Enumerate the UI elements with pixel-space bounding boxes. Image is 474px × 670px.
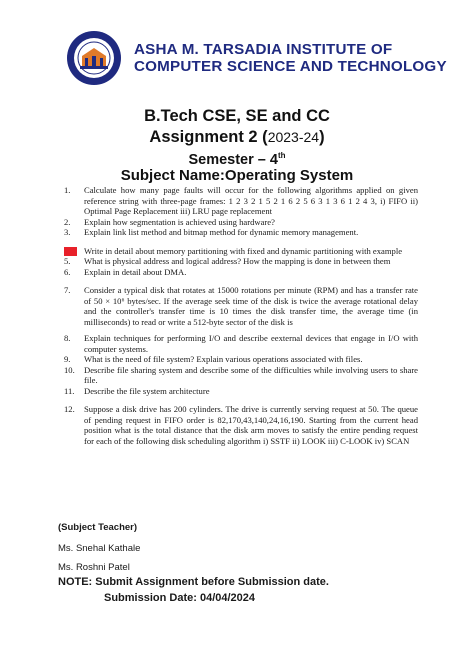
question-item <box>64 354 418 365</box>
question-text: Explain techniques for performing I/O and describe eexternal devices that engage in I/O with computer systems. <box>84 333 418 354</box>
question-number: 6. <box>64 266 71 277</box>
institute-logo-icon <box>66 30 122 86</box>
teacher-name: Ms. Snehal Kathale <box>58 543 141 554</box>
question-text: Write in detail about memory partitioning with fixed and dynamic partitioning with example <box>84 245 403 256</box>
submission-note: NOTE: Submit Assignment before Submission date. <box>58 576 329 588</box>
question-item <box>64 246 418 257</box>
question-item <box>64 285 418 327</box>
question-text: Suppose a disk drive has 200 cylinders. The drive is currently serving request at 50. The queue of pending request in FIFO order is 82,170,43,140,24,16,190. Starting from the current head position what is the total distance that the disk arm moves to satisfy the entire pending request for each of the following disk scheduling algorithm i) SSTF ii) LOOK iii) C-LOOK iv) SCAN <box>84 404 418 446</box>
question-text: Explain how segmentation is achieved using hardware? <box>84 216 275 227</box>
semester-label: Semester – 4 <box>188 152 278 168</box>
subject-teacher-label: (Subject Teacher) <box>58 522 138 533</box>
question-number: 2. <box>64 216 71 227</box>
question-number: 7. <box>64 285 71 295</box>
question-number: 11. <box>64 385 75 396</box>
semester-suffix: th <box>277 151 286 160</box>
question-text: Describe the file system architecture <box>84 385 210 396</box>
question-number-highlighted: 4. <box>64 247 77 256</box>
question-item <box>64 185 418 217</box>
question-item <box>64 217 418 228</box>
question-item <box>64 333 418 354</box>
institute-name-line2: COMPUTER SCIENCE AND TECHNOLOGY <box>134 58 447 75</box>
question-list <box>64 185 418 446</box>
submission-date: Submission Date: 04/04/2024 <box>104 592 256 604</box>
question-item <box>64 267 418 278</box>
assignment-close: ) <box>319 128 325 146</box>
question-number: 8. <box>64 333 71 343</box>
assignment-title <box>0 128 474 147</box>
institute-name-line1: ASHA M. TARSADIA INSTITUTE OF <box>134 41 393 58</box>
question-item <box>64 365 418 386</box>
institute-name <box>134 41 447 75</box>
question-number: 3. <box>64 227 71 237</box>
subject-title: Subject Name:Operating System <box>120 167 354 184</box>
question-number: 9. <box>64 354 71 364</box>
question-number: 1. <box>64 185 71 195</box>
semester-title <box>0 151 474 168</box>
question-item <box>64 386 418 397</box>
question-text: What is the need of file system? Explain various operations associated with files. <box>84 354 363 364</box>
academic-year: 2023-24 <box>267 129 320 145</box>
question-text: What is physical address and logical address? How the mapping is done in between them <box>84 256 391 266</box>
question-number: 10. <box>64 364 75 375</box>
question-item <box>64 404 418 446</box>
program-title: B.Tech CSE, SE and CC <box>144 107 330 125</box>
question-item <box>64 256 418 267</box>
question-text: Calculate how many page faults will occur for the following algorithms applied on given reference string with three-page frames: 1 2 3 2 1 5 2 1 6 2 5 6 3 1 3 6 1 2 4 3, i) FIFO ii) Optimal Page Replacement iii) LRU page replacement <box>84 185 418 216</box>
teacher-name: Ms. Roshni Patel <box>58 562 130 573</box>
question-text: Explain link list method and bitmap method for dynamic memory management. <box>84 227 359 237</box>
question-item <box>64 227 418 238</box>
question-number: 5. <box>64 256 71 266</box>
question-number: 12. <box>64 404 75 414</box>
question-text: Explain in detail about DMA. <box>84 266 187 277</box>
question-text: Consider a typical disk that rotates at 15000 rotations per minute (RPM) and has a transfer rate of 50 × 10⁶ bytes/sec. If the average seek time of the disk is twice the average rotational delay and the controller's transfer time is 10 times the disk transfer time, the average time (in milliseconds) to read or write a 512-byte sector of the disk is <box>84 285 418 327</box>
institute-header <box>66 30 447 88</box>
question-text: Describe file sharing system and describe some of the difficulties while involving users to share file. <box>84 364 418 385</box>
assignment-label: Assignment 2 ( <box>149 128 268 146</box>
